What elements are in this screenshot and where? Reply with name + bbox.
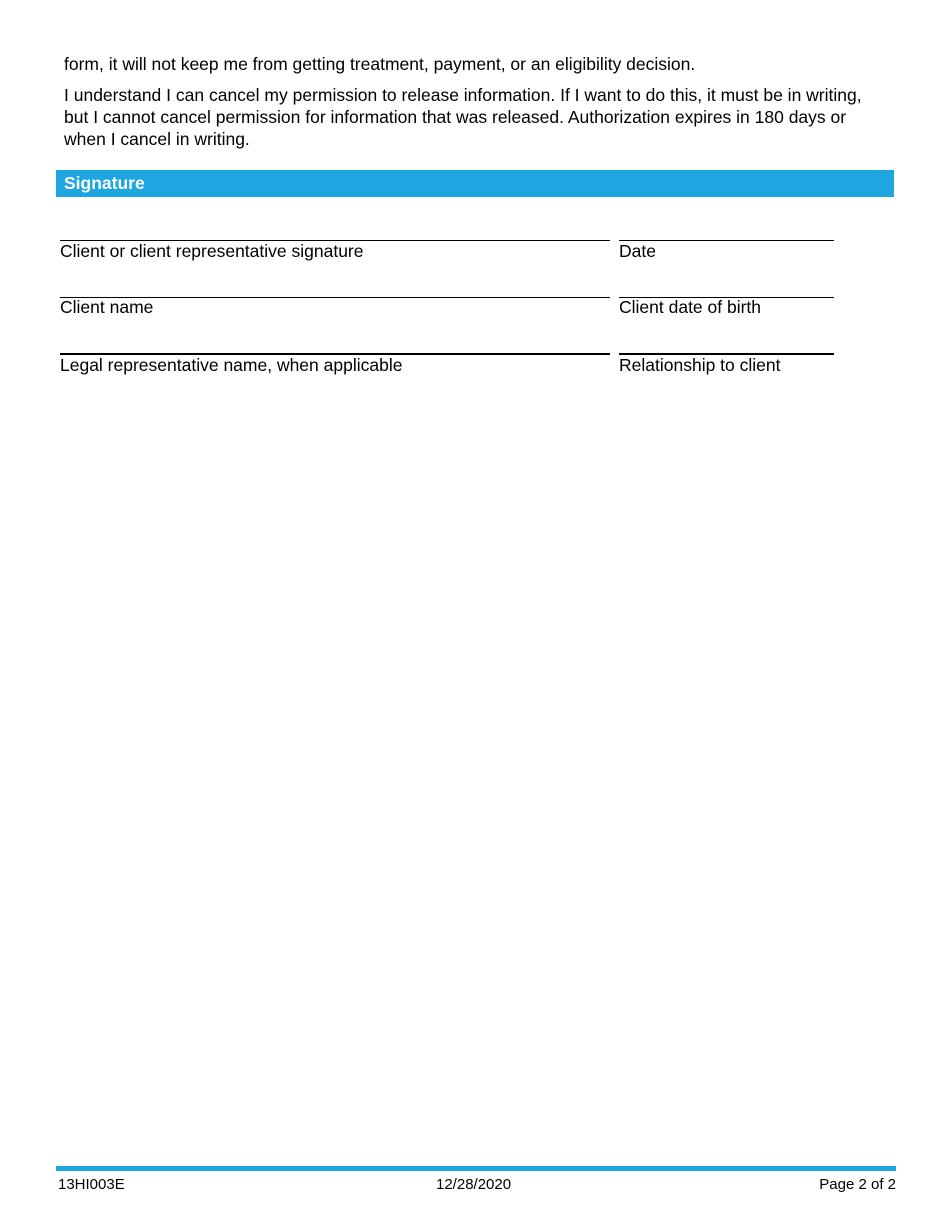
cancel-permission-paragraph: I understand I can cancel my permission to release information. If I want to do this, it must be in writing, but I cannot cancel permission for information that was released. Authorization expires in 180 days or when I cancel in writing.	[64, 85, 862, 149]
legal-rep-name-label: Legal representative name, when applicable	[60, 355, 403, 375]
page-number: Page 2 of 2	[819, 1176, 896, 1193]
client-name-label: Client name	[60, 297, 154, 317]
client-signature-label: Client or client representative signature	[60, 241, 364, 261]
consent-paragraph-continued: form, it will not keep me from getting treatment, payment, or an eligibility decision.	[64, 54, 696, 74]
client-dob-label: Client date of birth	[619, 297, 762, 317]
signature-section-title: Signature	[64, 173, 145, 193]
footer-divider	[56, 1166, 896, 1171]
form-number: 13HI003E	[58, 1176, 125, 1193]
signature-section-header	[56, 170, 894, 197]
form-revision-date: 12/28/2020	[436, 1176, 512, 1193]
relationship-label: Relationship to client	[619, 355, 781, 375]
date-label: Date	[619, 241, 656, 261]
